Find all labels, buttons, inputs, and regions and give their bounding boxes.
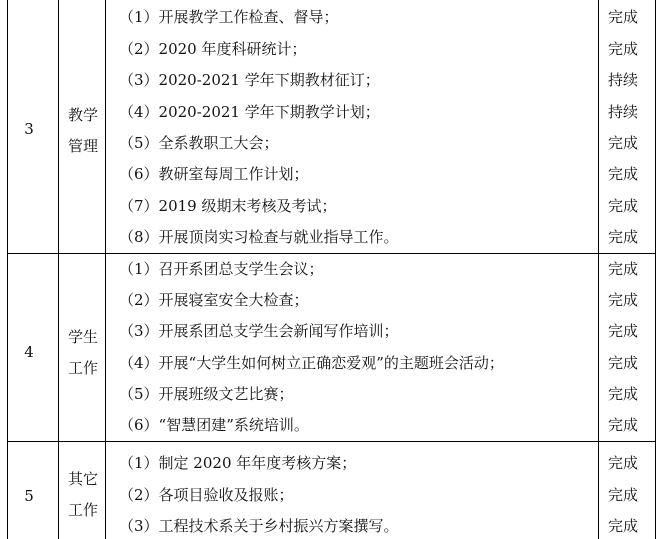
status-text: 持续 bbox=[608, 103, 639, 121]
group-category-line: 教学 bbox=[67, 106, 98, 124]
list-item: （3）2020-2021 学年下期教材征订； bbox=[119, 71, 380, 89]
status-text: 完成 bbox=[608, 134, 639, 152]
group-number: 3 bbox=[24, 120, 34, 138]
status-text: 完成 bbox=[608, 165, 639, 183]
list-item: （6）“智慧团建”系统培训。 bbox=[119, 416, 309, 434]
list-item: （5）开展班级文艺比赛； bbox=[119, 385, 294, 403]
group-category-line: 学生 bbox=[67, 328, 98, 346]
group-category-line: 工作 bbox=[67, 359, 98, 377]
status-text: 完成 bbox=[608, 322, 639, 340]
group-number: 4 bbox=[24, 343, 34, 361]
group-category-line: 其它 bbox=[67, 470, 98, 488]
group-category bbox=[64, 100, 102, 162]
list-item: （1）开展教学工作检查、督导； bbox=[119, 8, 339, 26]
table-divider-number bbox=[58, 0, 59, 539]
status-text: 完成 bbox=[608, 517, 639, 535]
status-text: 完成 bbox=[608, 8, 639, 26]
list-item: （2）各项目验收及报账； bbox=[119, 486, 294, 504]
status-text: 完成 bbox=[608, 40, 639, 58]
status-text: 完成 bbox=[608, 260, 639, 278]
list-item: （8）开展顶岗实习检查与就业指导工作。 bbox=[119, 228, 399, 246]
status-text: 完成 bbox=[608, 416, 639, 434]
list-item: （2）2020 年度科研统计； bbox=[119, 40, 307, 58]
table-divider-status bbox=[598, 0, 599, 539]
status-text: 完成 bbox=[608, 385, 639, 403]
list-item: （4）2020-2021 学年下期教学计划； bbox=[119, 103, 380, 121]
list-item: （6）教研室每周工作计划； bbox=[119, 165, 309, 183]
group-divider-2 bbox=[7, 441, 656, 442]
group-category bbox=[64, 322, 102, 384]
list-item: （3）开展系团总支学生会新闻写作培训； bbox=[119, 322, 399, 340]
status-text: 完成 bbox=[608, 291, 639, 309]
group-category-line: 工作 bbox=[67, 501, 98, 519]
table-border-right bbox=[655, 0, 656, 539]
group-category-line: 管理 bbox=[67, 137, 98, 155]
list-item: （5）全系教职工大会； bbox=[119, 134, 279, 152]
table-divider-category bbox=[105, 0, 106, 539]
status-text: 完成 bbox=[608, 454, 639, 472]
status-text: 完成 bbox=[608, 354, 639, 372]
group-divider-1 bbox=[7, 253, 656, 254]
status-text: 完成 bbox=[608, 228, 639, 246]
list-item: （1）召开系团总支学生会议； bbox=[119, 260, 324, 278]
status-text: 持续 bbox=[608, 71, 639, 89]
group-category bbox=[64, 464, 102, 526]
list-item: （4）开展“大学生如何树立正确恋爱观”的主题班会活动； bbox=[119, 354, 504, 372]
list-item: （1）制定 2020 年年度考核方案； bbox=[119, 454, 357, 472]
list-item: （2）开展寝室安全大检查； bbox=[119, 291, 309, 309]
status-text: 完成 bbox=[608, 486, 639, 504]
list-item: （3）工程技术系关于乡村振兴方案撰写。 bbox=[119, 517, 399, 535]
group-number: 5 bbox=[24, 487, 34, 505]
table-border-left bbox=[7, 0, 8, 539]
list-item: （7）2019 级期末考核及考试； bbox=[119, 197, 337, 215]
status-text: 完成 bbox=[608, 197, 639, 215]
